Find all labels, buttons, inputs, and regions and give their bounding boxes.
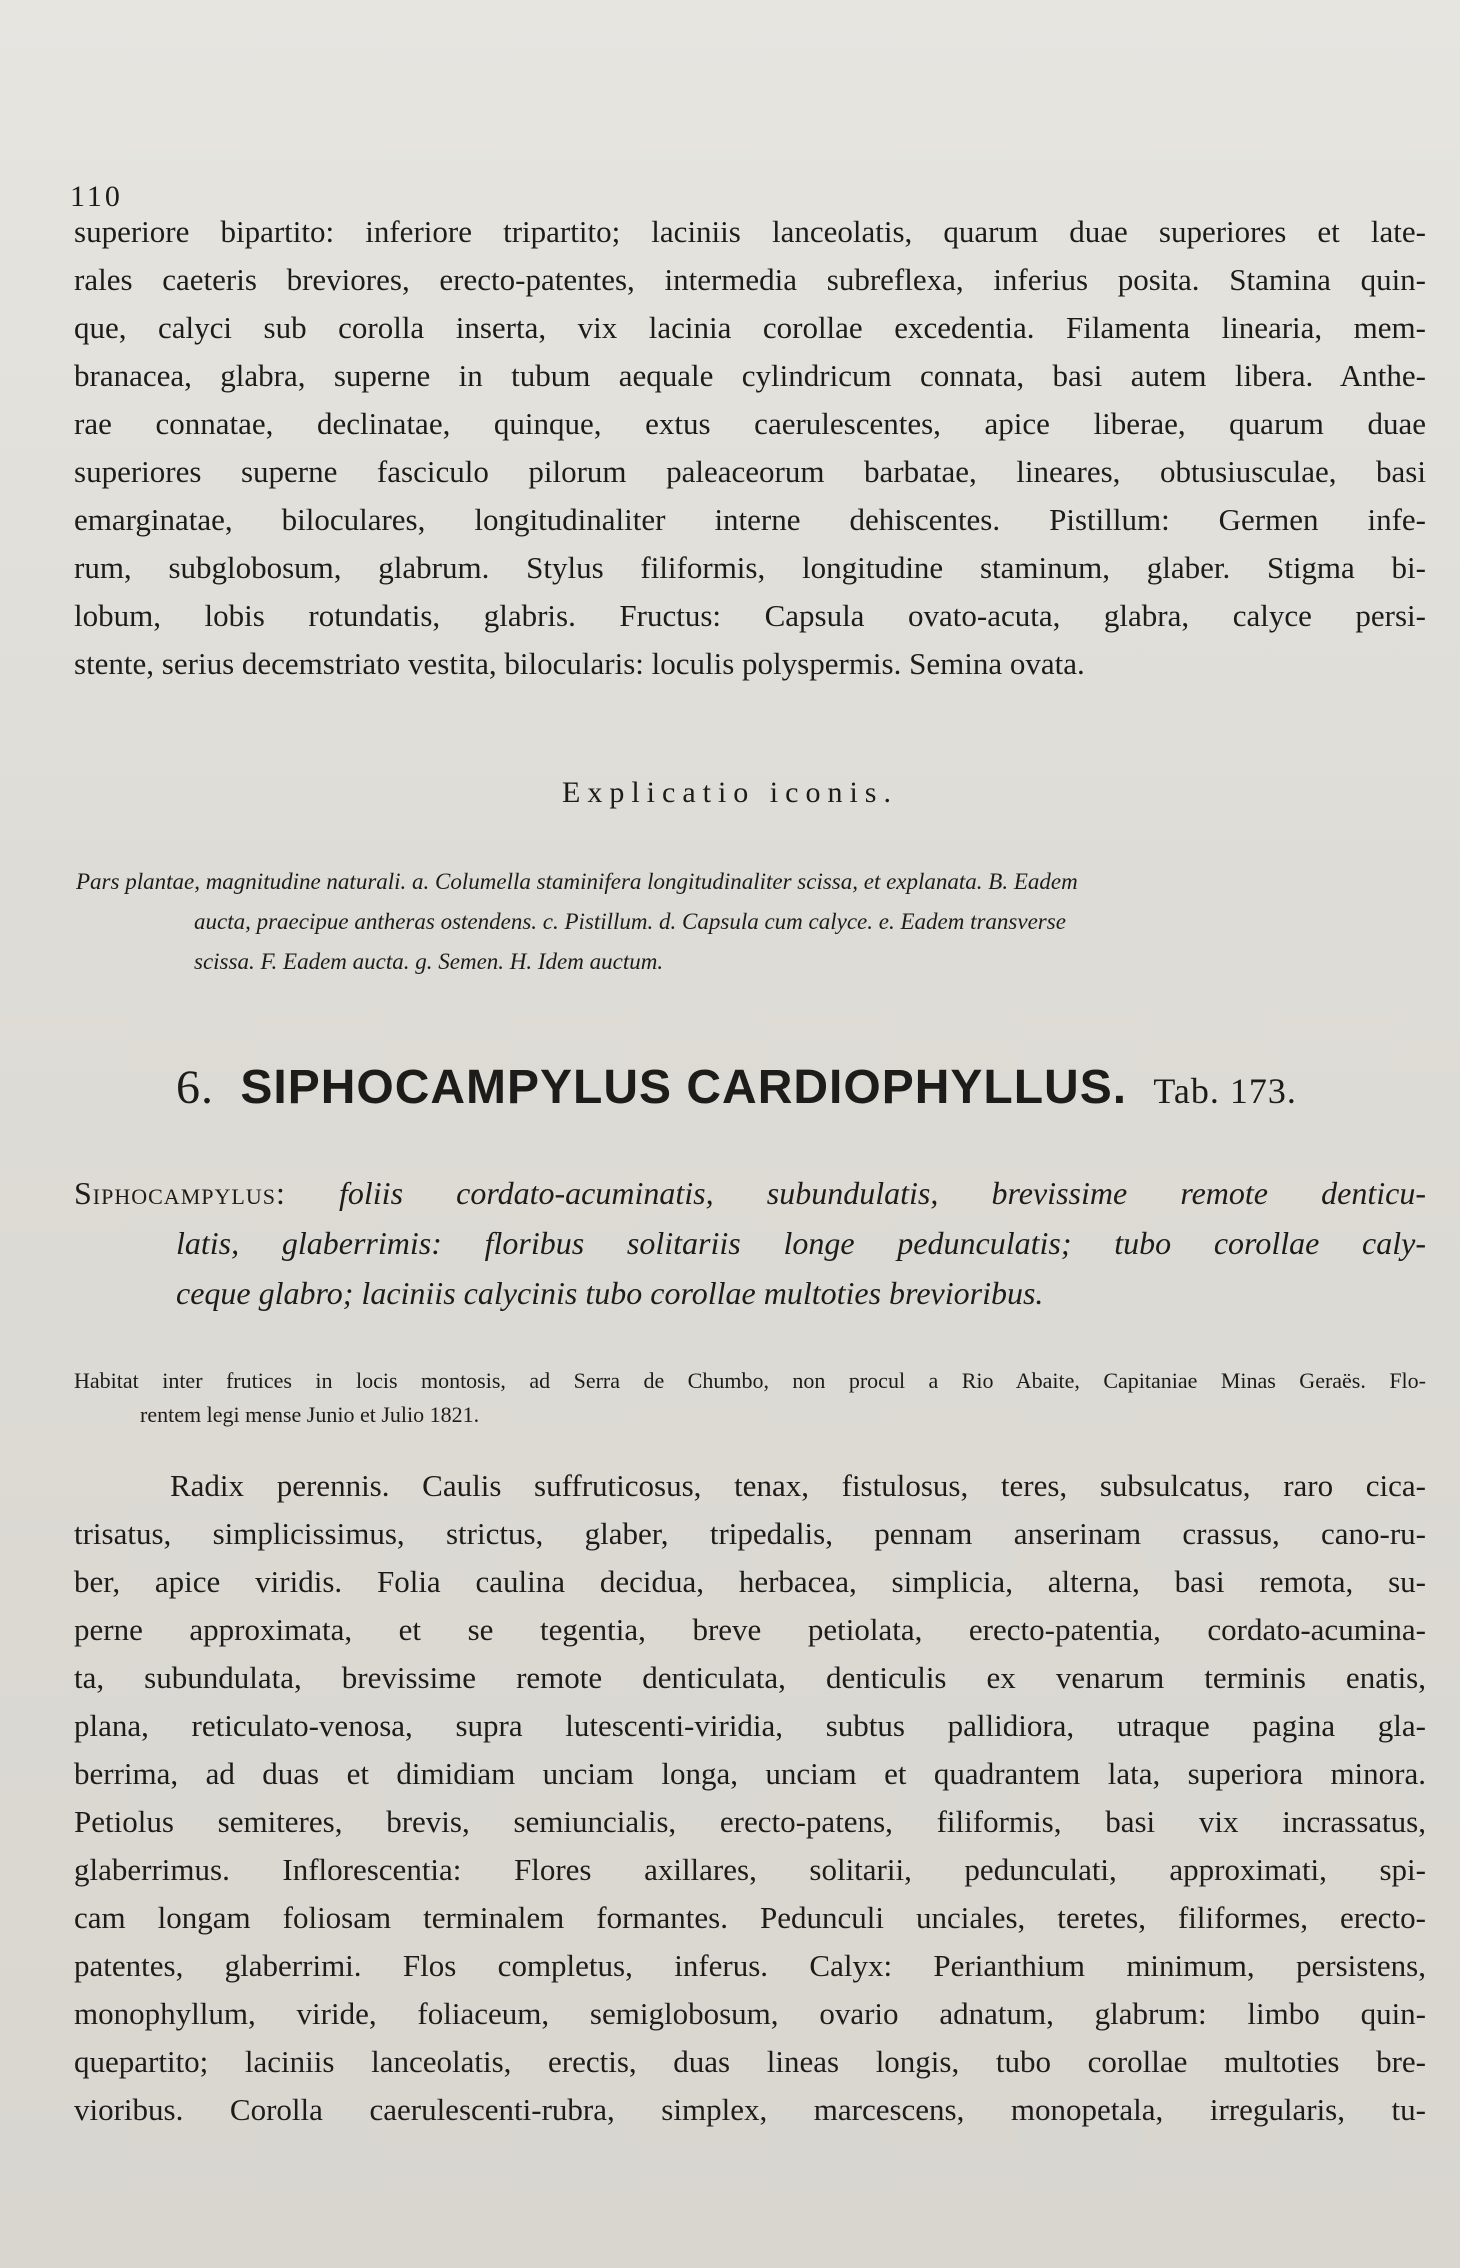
figure-explanation [76, 862, 1426, 982]
text-line: perne approximata, et se tegentia, breve petiolata, erecto-patentia, cordato-acumina- [74, 1612, 1426, 1647]
text-line: berrima, ad duas et dimidiam unciam longa, unciam et quadrantem lata, superiora minora. [74, 1756, 1426, 1791]
text-line: vioribus. Corolla caerulescenti-rubra, simplex, marcescens, monopetala, irregularis, tu- [74, 2092, 1426, 2127]
text-line: superiore bipartito: inferiore tripartito; laciniis lanceolatis, quarum duae superiores et late- [74, 214, 1426, 249]
text-line: que, calyci sub corolla inserta, vix lacinia corollae excedentia. Filamenta linearia, mem- [74, 310, 1426, 345]
habitat-line: Habitat inter frutices in locis montosis, ad Serra de Chumbo, non procul a Rio Abaite, Capitaniae Minas Geraës. Flo- [74, 1368, 1426, 1393]
plate-reference: Tab. 173. [1153, 1071, 1297, 1111]
text-line: cam longam foliosam terminalem formantes. Pedunculi unciales, teretes, filiformes, erecto- [74, 1900, 1426, 1935]
page-number: 110 [70, 180, 123, 213]
caption-line: scissa. F. Eadem aucta. g. Semen. H. Idem auctum. [194, 949, 664, 974]
text-line: rum, subglobosum, glabrum. Stylus filiformis, longitudine staminum, glaber. Stigma bi- [74, 550, 1426, 585]
diagnosis-text: ceque glabro; laciniis calycinis tubo corollae multoties brevioribus. [176, 1275, 1044, 1311]
diagnosis-text: foliis cordato-acuminatis, subundulatis, brevissime remote denticu- [339, 1175, 1427, 1211]
species-number: 6. [176, 1061, 214, 1114]
text-line: monophyllum, viride, foliaceum, semiglobosum, ovario adnatum, glabrum: limbo quin- [74, 1996, 1426, 2031]
caption-line: Pars plantae, magnitudine naturali. a. Columella staminifera longitudinaliter scissa, et explanata. B. Eadem [76, 869, 1078, 894]
description-continued [74, 208, 1426, 688]
text-line: trisatus, simplicissimus, strictus, glaber, tripedalis, pennam anserinam crassus, cano-ru- [74, 1516, 1426, 1551]
species-diagnosis [74, 1168, 1426, 1318]
text-line: ta, subundulata, brevissime remote denticulata, denticulis ex venarum terminis enatis, [74, 1660, 1426, 1695]
explicatio-heading: Explicatio iconis. [562, 776, 898, 809]
species-description [74, 1462, 1426, 2134]
text-line: patentes, glaberrimi. Flos completus, inferus. Calyx: Perianthium minimum, persistens, [74, 1948, 1426, 1983]
diagnosis-text: latis, glaberrimis: floribus solitariis longe pedunculatis; tubo corollae caly- [176, 1225, 1426, 1261]
text-line: stente, serius decemstriato vestita, bilocularis: loculis polyspermis. Semina ovata. [74, 646, 1085, 681]
text-line: lobum, lobis rotundatis, glabris. Fructus: Capsula ovato-acuta, glabra, calyce persi- [74, 598, 1426, 633]
text-line: Petiolus semiteres, brevis, semiuncialis, erecto-patens, filiformis, basi vix incrassatus, [74, 1804, 1426, 1839]
caption-line: aucta, praecipue antheras ostendens. c. Pistillum. d. Capsula cum calyce. e. Eadem transverse [194, 909, 1066, 934]
text-line: superiores superne fasciculo pilorum paleaceorum barbatae, lineares, obtusiusculae, basi [74, 454, 1426, 489]
species-title [176, 1060, 1297, 1115]
text-line: ber, apice viridis. Folia caulina decidua, herbacea, simplicia, alterna, basi remota, su- [74, 1564, 1426, 1599]
text-line: rae connatae, declinatae, quinque, extus caerulescentes, apice liberae, quarum duae [74, 406, 1426, 441]
genus-name: Siphocampylus: [74, 1175, 286, 1211]
text-line: branacea, glabra, superne in tubum aequale cylindricum connata, basi autem libera. Anthe- [74, 358, 1426, 393]
text-line: emarginatae, biloculares, longitudinaliter interne dehiscentes. Pistillum: Germen infe- [74, 502, 1426, 537]
text-line: Radix perennis. Caulis suffruticosus, tenax, fistulosus, teres, subsulcatus, raro cica- [170, 1468, 1426, 1503]
text-line: quepartito; laciniis lanceolatis, erectis, duas lineas longis, tubo corollae multoties bre- [74, 2044, 1426, 2079]
text-line: glaberrimus. Inflorescentia: Flores axillares, solitarii, pedunculati, approximati, spi- [74, 1852, 1426, 1887]
habitat-note [74, 1364, 1426, 1432]
text-line: plana, reticulato-venosa, supra lutescenti-viridia, subtus pallidiora, utraque pagina gla- [74, 1708, 1426, 1743]
habitat-line: rentem legi mense Junio et Julio 1821. [140, 1402, 480, 1427]
text-line: rales caeteris breviores, erecto-patentes, intermedia subreflexa, inferius posita. Stamina quin- [74, 262, 1426, 297]
species-name: SIPHOCAMPYLUS CARDIOPHYLLUS. [240, 1061, 1128, 1114]
